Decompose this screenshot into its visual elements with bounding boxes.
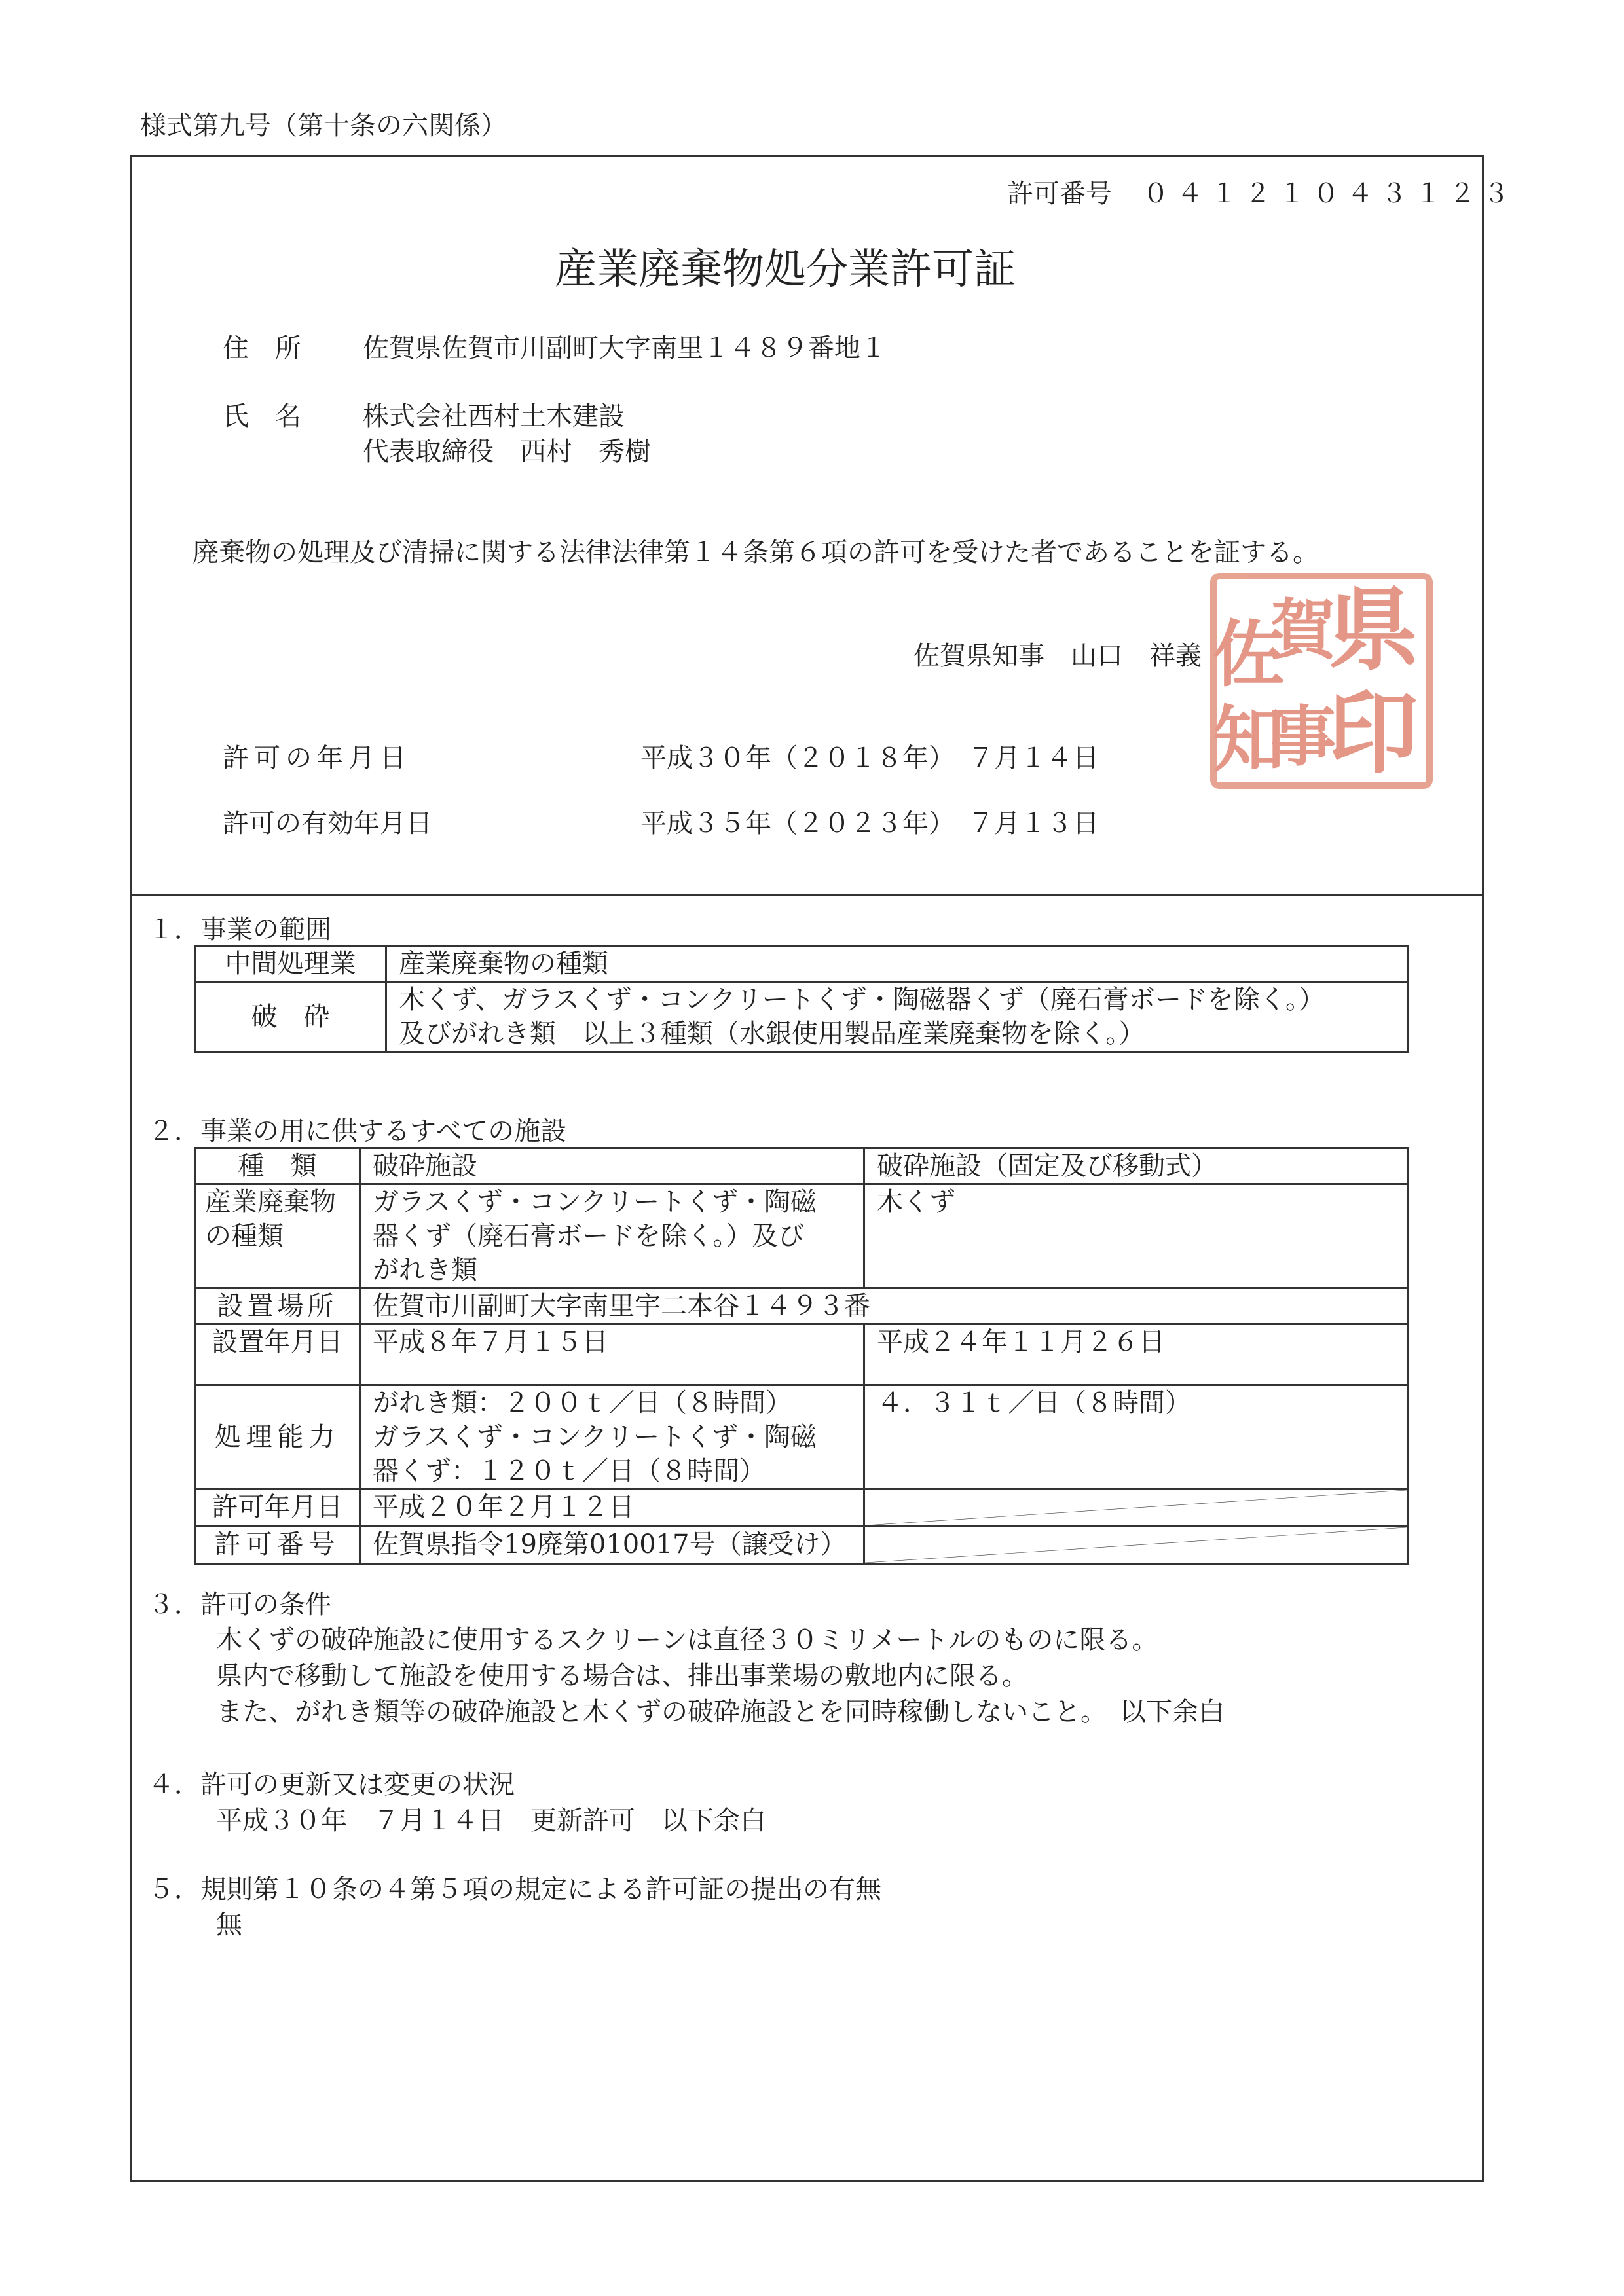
table-cell: 処理能力 xyxy=(195,1385,360,1489)
grant-date: 平成３０年（２０１８年） ７月１４日 xyxy=(640,743,1099,773)
table-cell: 佐賀県指令19廃第010017号（譲受け） xyxy=(360,1527,864,1564)
table-cell: 破砕施設 xyxy=(360,1148,864,1184)
section5-heading: ５．規則第１０条の４第５項の規定による許可証の提出の有無 xyxy=(148,1874,881,1904)
form-label: 様式第九号（第十条の六関係） xyxy=(140,111,507,141)
frame-divider xyxy=(130,894,1484,896)
table-cell: 許可年月日 xyxy=(195,1489,360,1527)
table-row xyxy=(195,946,1408,982)
cell-line: がれき類 xyxy=(373,1255,477,1285)
section3-heading: ３．許可の条件 xyxy=(148,1590,331,1620)
table-row xyxy=(195,1148,1408,1184)
table-row xyxy=(195,1288,1408,1324)
table-cell: 破 砕 xyxy=(195,982,386,1052)
table-cell: 破砕施設（固定及び移動式） xyxy=(864,1148,1408,1184)
permit-number-label: 許可番号 xyxy=(1007,179,1112,209)
address-label: 住 所 xyxy=(223,333,301,363)
waste-types-line: 及びがれき類 以上３種類（水銀使用製品産業廃棄物を除く。） xyxy=(399,1019,1145,1049)
table-cell xyxy=(386,982,1408,1052)
valid-date-label: 許可の有効年月日 xyxy=(223,809,432,839)
page-title: 産業廃棄物処分業許可証 xyxy=(555,246,1016,294)
cell-line: 器くず：１２０ｔ／日（８時間） xyxy=(373,1456,766,1486)
table-row xyxy=(195,1527,1408,1564)
empty-cell-slash xyxy=(877,1527,1395,1563)
name-label: 氏 名 xyxy=(223,401,301,431)
table-row xyxy=(195,1489,1408,1527)
certification-text: 廃棄物の処理及び清掃に関する法律法律第１４条第６項の許可を受けた者であることを証する。 xyxy=(193,538,1319,568)
issuer-name: 佐賀県知事 山口 祥義 xyxy=(913,641,1202,671)
cell-line: ガラスくず・コンクリートくず・陶磁 xyxy=(373,1422,817,1452)
section4-heading: ４．許可の更新又は変更の状況 xyxy=(148,1770,515,1800)
cell-line: 器くず（廃石膏ボードを除く。）及び xyxy=(373,1221,805,1251)
table-cell xyxy=(360,1184,864,1288)
table-cell xyxy=(864,1489,1408,1527)
cell-line: ガラスくず・コンクリートくず・陶磁 xyxy=(373,1187,817,1217)
company-name: 株式会社西村土木建設 xyxy=(363,401,625,431)
table-cell xyxy=(864,1527,1408,1564)
grant-date-label: 許可の年月日 xyxy=(223,743,411,773)
seal-char: 事 xyxy=(1270,698,1336,775)
table-cell: 平成２４年１１月２６日 xyxy=(864,1324,1408,1385)
table-row xyxy=(195,1385,1408,1489)
business-scope-table xyxy=(194,945,1409,1053)
cell-line: 産業廃棄物 xyxy=(205,1187,336,1217)
table-cell: 産業廃棄物の種類 xyxy=(386,946,1408,982)
waste-types-line: 木くず、ガラスくず・コンクリートくず・陶磁器くず（廃石膏ボードを除く。） xyxy=(399,985,1325,1015)
permit-number: ０４１２１０４３１２３ xyxy=(1143,179,1517,209)
cell-line: の種類 xyxy=(205,1221,284,1251)
table-cell: 許可番号 xyxy=(195,1527,360,1564)
table-row xyxy=(195,982,1408,1052)
seal-char: 佐 xyxy=(1213,612,1285,697)
table-cell xyxy=(195,1184,360,1288)
seal-char: 印 xyxy=(1328,680,1419,786)
table-cell: 中間処理業 xyxy=(195,946,386,982)
valid-date: 平成３５年（２０２３年） ７月１３日 xyxy=(640,809,1099,839)
table-cell: 種 類 xyxy=(195,1148,360,1184)
empty-cell-slash xyxy=(877,1490,1395,1525)
section1-heading: １．事業の範囲 xyxy=(148,915,331,945)
table-cell: 佐賀市川副町大字南里宇二本谷１４９３番 xyxy=(360,1288,1408,1324)
table-row xyxy=(195,1184,1408,1288)
seal-char: 知 xyxy=(1213,697,1285,782)
representative-name: 代表取締役 西村 秀樹 xyxy=(363,437,651,467)
condition-line: 県内で移動して施設を使用する場合は、排出事業場の敷地内に限る。 xyxy=(216,1661,1028,1691)
table-cell: 平成２０年２月１２日 xyxy=(360,1489,864,1527)
table-cell: ４．３１ｔ／日（８時間） xyxy=(864,1385,1408,1489)
table-cell: 設置場所 xyxy=(195,1288,360,1324)
facilities-table xyxy=(194,1147,1409,1565)
table-cell: 平成８年７月１５日 xyxy=(360,1324,864,1385)
cell-line: がれき類：２００ｔ／日（８時間） xyxy=(373,1388,792,1418)
submission-answer: 無 xyxy=(216,1910,242,1940)
table-cell: 木くず xyxy=(864,1184,1408,1288)
table-cell: 設置年月日 xyxy=(195,1324,360,1385)
renewal-line: 平成３０年 ７月１４日 更新許可 以下余白 xyxy=(216,1806,766,1836)
official-seal xyxy=(1210,573,1433,789)
condition-line: 木くずの破砕施設に使用するスクリーンは直径３０ミリメートルのものに限る。 xyxy=(216,1625,1158,1655)
section2-heading: ２．事業の用に供するすべての施設 xyxy=(148,1116,567,1146)
seal-char: 県 xyxy=(1328,576,1419,683)
table-cell xyxy=(360,1385,864,1489)
seal-char: 賀 xyxy=(1270,591,1336,668)
condition-line: また、がれき類等の破砕施設と木くずの破砕施設とを同時稼働しないこと。 以下余白 xyxy=(216,1697,1225,1727)
table-row xyxy=(195,1324,1408,1385)
address-value: 佐賀県佐賀市川副町大字南里１４８９番地１ xyxy=(363,333,887,363)
